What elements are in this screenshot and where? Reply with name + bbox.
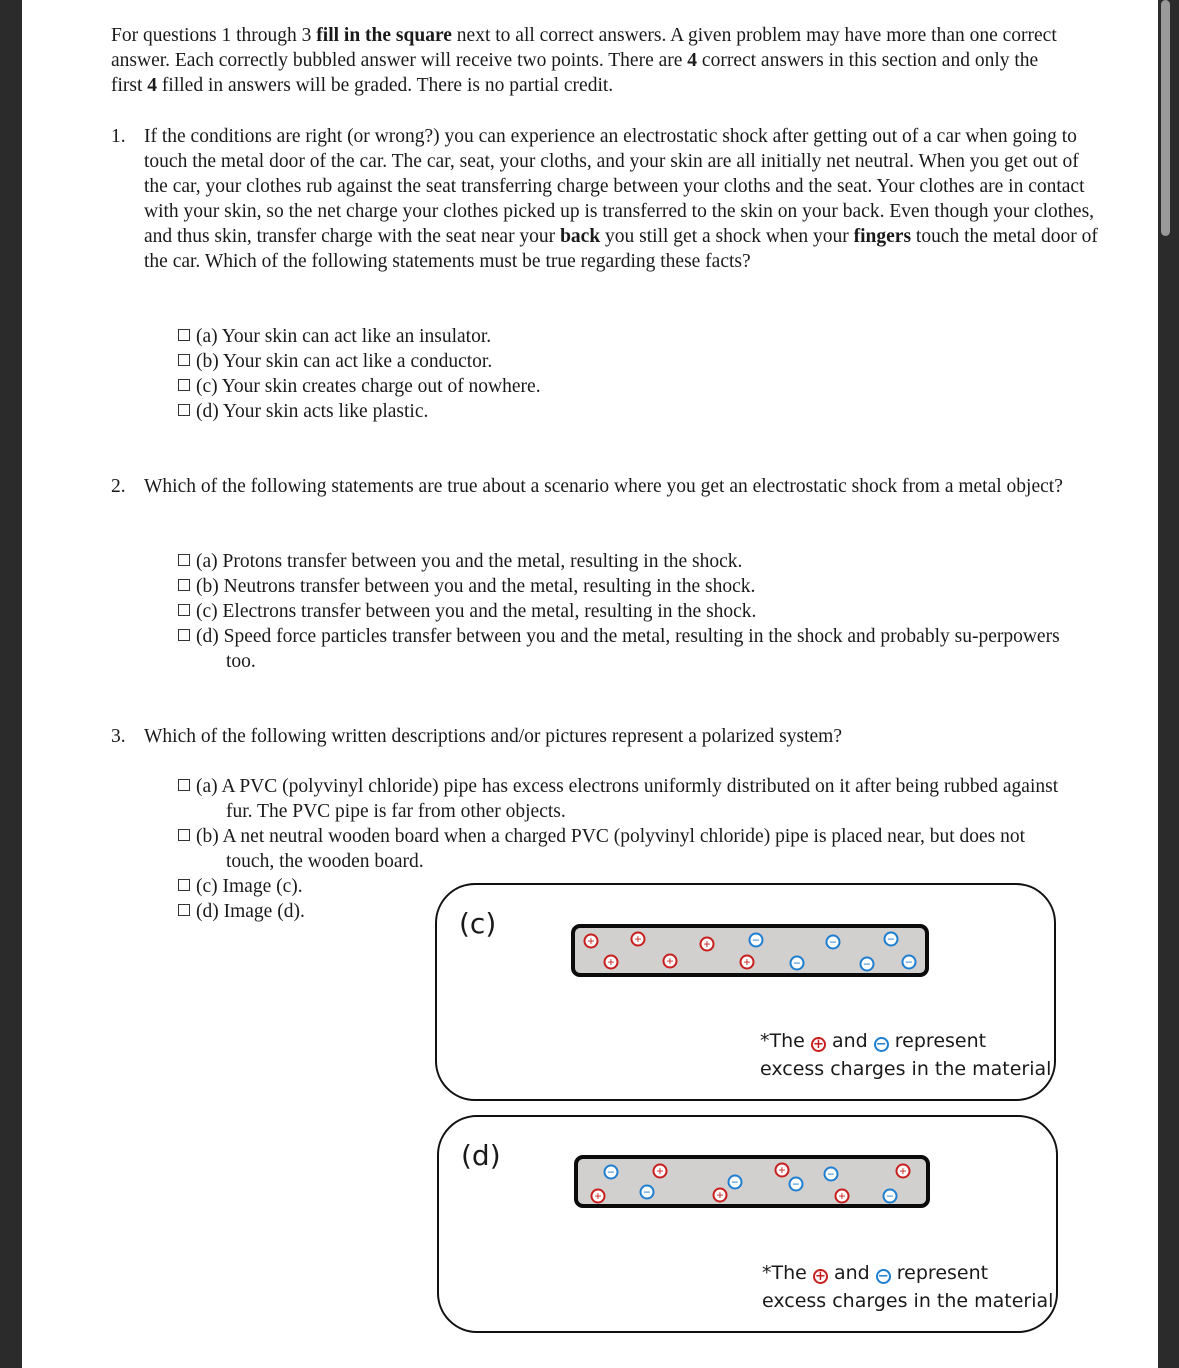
q3-option-d[interactable]: (d) Image (d). [178, 899, 1066, 924]
figure-d [437, 1115, 1058, 1333]
q1-option-a[interactable]: (a) Your skin can act like an insulator. [178, 324, 1066, 349]
positive-charge-icon: + [896, 1164, 911, 1179]
positive-charge-icon: + [591, 1189, 606, 1204]
checkbox[interactable] [178, 879, 190, 891]
charged-object-bar-d [574, 1155, 930, 1208]
checkbox[interactable] [178, 904, 190, 916]
q2-option-a[interactable]: (a) Protons transfer between you and the metal, resulting in the shock. [178, 549, 1066, 574]
question-1: 1. If the conditions are right (or wrong?) you can experience an electrostatic shock after getting out of a car when going to touch the metal door of the car. The car, seat, your cloths, and your skin are all initially net neutral. When you get out of the car, your clothes rub against the seat transferring charge between your cloths and the seat. Your clothes are in contact with your skin, so the net charge your clothes picked up is transferred to the skin on your back. Even though your clothes, and thus skin, transfer charge with the seat near your back you still get a shock when your fingers touch the metal door of the car. Which of the following statements must be true regarding these facts? [111, 126, 1098, 272]
positive-charge-icon: + [604, 955, 619, 970]
positive-charge-icon: + [631, 932, 646, 947]
negative-charge-icon: − [874, 1037, 889, 1052]
q3-option-b[interactable]: (b) A net neutral wooden board when a charged PVC (polyvinyl chloride) pipe is placed near, but does not touch, the wooden board. [178, 824, 1066, 874]
q1-option-d[interactable]: (d) Your skin acts like plastic. [178, 399, 1066, 424]
positive-charge-icon: + [775, 1163, 790, 1178]
q2-option-d[interactable]: (d) Speed force particles transfer between you and the metal, resulting in the shock and probably su-perpowers too. [178, 624, 1066, 674]
q1-option-b[interactable]: (b) Your skin can act like a conductor. [178, 349, 1066, 374]
positive-charge-icon: + [713, 1188, 728, 1203]
checkbox[interactable] [178, 829, 190, 841]
figure-label: (d) [461, 1139, 501, 1172]
negative-charge-icon: − [749, 933, 764, 948]
negative-charge-icon: − [790, 956, 805, 971]
negative-charge-icon: − [902, 955, 917, 970]
q1-option-c[interactable]: (c) Your skin creates charge out of nowhere. [178, 374, 1066, 399]
positive-charge-icon: + [700, 937, 715, 952]
negative-charge-icon: − [824, 1167, 839, 1182]
checkbox[interactable] [178, 354, 190, 366]
negative-charge-icon: − [826, 935, 841, 950]
question-2: 2. Which of the following statements are true about a scenario where you get an electrostatic shock from a metal object? [111, 476, 1063, 497]
q3-option-a[interactable]: (a) A PVC (polyvinyl chloride) pipe has excess electrons uniformly distributed on it after being rubbed against fur. The PVC pipe is far from other objects. [178, 774, 1066, 824]
negative-charge-icon: − [883, 1189, 898, 1204]
negative-charge-icon: − [640, 1185, 655, 1200]
q2-option-b[interactable]: (b) Neutrons transfer between you and the metal, resulting in the shock. [178, 574, 1066, 599]
scrollbar-thumb[interactable] [1161, 0, 1170, 236]
negative-charge-icon: − [884, 932, 899, 947]
positive-charge-icon: + [811, 1037, 826, 1052]
negative-charge-icon: − [876, 1269, 891, 1284]
question-3: 3. Which of the following written descriptions and/or pictures represent a polarized system? [111, 726, 842, 747]
figure-note: *The + and − represent excess charges in the material [760, 1030, 1052, 1080]
checkbox[interactable] [178, 779, 190, 791]
positive-charge-icon: + [663, 954, 678, 969]
question-2-options [111, 549, 1066, 674]
figure-label: (c) [459, 907, 497, 940]
instructions: For questions 1 through 3 fill in the square next to all correct answers. A given problem may have more than one correct answer. Each correctly bubbled answer will receive two points. There are 4 correct answers in this section and only the first 4 filled in answers will be graded. There is no partial credit. [111, 25, 1057, 96]
positive-charge-icon: + [835, 1189, 850, 1204]
negative-charge-icon: − [728, 1175, 743, 1190]
checkbox[interactable] [178, 629, 190, 641]
positive-charge-icon: + [653, 1164, 668, 1179]
positive-charge-icon: + [740, 955, 755, 970]
q2-option-c[interactable]: (c) Electrons transfer between you and the metal, resulting in the shock. [178, 599, 1066, 624]
figure-c [435, 883, 1056, 1101]
figure-note: *The + and − represent excess charges in the material [762, 1262, 1054, 1312]
q3-option-c[interactable]: (c) Image (c). [178, 874, 1066, 899]
checkbox[interactable] [178, 329, 190, 341]
positive-charge-icon: + [813, 1269, 828, 1284]
positive-charge-icon: + [584, 934, 599, 949]
checkbox[interactable] [178, 379, 190, 391]
checkbox[interactable] [178, 604, 190, 616]
negative-charge-icon: − [789, 1177, 804, 1192]
question-1-options [111, 324, 1066, 424]
checkbox[interactable] [178, 554, 190, 566]
checkbox[interactable] [178, 579, 190, 591]
checkbox[interactable] [178, 404, 190, 416]
negative-charge-icon: − [860, 957, 875, 972]
negative-charge-icon: − [604, 1165, 619, 1180]
